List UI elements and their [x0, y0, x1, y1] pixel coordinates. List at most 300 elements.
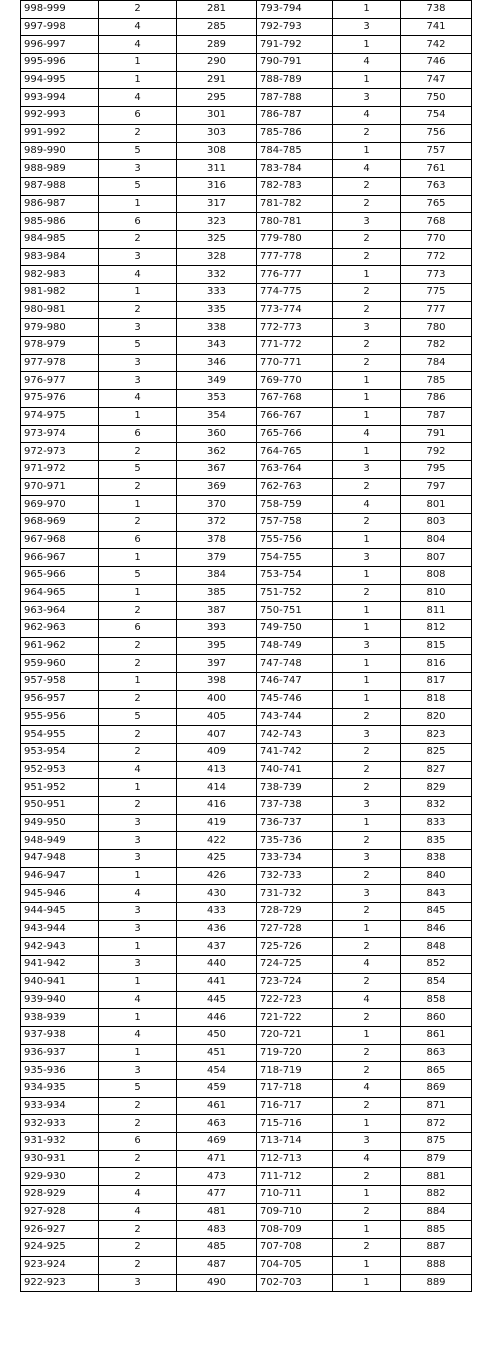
- count-cell: 2: [333, 354, 401, 372]
- count-cell: 1: [333, 690, 401, 708]
- count-cell: 3: [333, 796, 401, 814]
- cumulative-cell: 353: [177, 390, 257, 408]
- table-row: [257, 991, 472, 1009]
- table-row: [21, 708, 257, 726]
- table-row: [257, 1239, 472, 1257]
- cumulative-cell: 469: [177, 1133, 257, 1151]
- count-cell: 2: [333, 1009, 401, 1027]
- score-range-cell: 922-923: [21, 1274, 99, 1292]
- score-range-cell: 972-973: [21, 443, 99, 461]
- count-cell: 1: [99, 673, 177, 691]
- score-range-cell: 736-737: [257, 814, 333, 832]
- count-cell: 4: [333, 107, 401, 125]
- cumulative-cell: 772: [401, 248, 472, 266]
- table-row: [21, 1186, 257, 1204]
- score-range-cell: 951-952: [21, 779, 99, 797]
- score-range-cell: 704-705: [257, 1256, 333, 1274]
- score-range-cell: 711-712: [257, 1168, 333, 1186]
- table-row: [257, 1203, 472, 1221]
- table-row: [21, 1221, 257, 1239]
- cumulative-cell: 378: [177, 531, 257, 549]
- count-cell: 2: [99, 1221, 177, 1239]
- table-row: [257, 513, 472, 531]
- score-range-cell: 765-766: [257, 425, 333, 443]
- cumulative-cell: 845: [401, 903, 472, 921]
- score-range-cell: 985-986: [21, 213, 99, 231]
- count-cell: 2: [99, 124, 177, 142]
- cumulative-cell: 804: [401, 531, 472, 549]
- cumulative-cell: 872: [401, 1115, 472, 1133]
- table-row: [21, 107, 257, 125]
- score-range-cell: 974-975: [21, 407, 99, 425]
- table-row: [21, 284, 257, 302]
- score-range-cell: 929-930: [21, 1168, 99, 1186]
- score-range-cell: 747-748: [257, 655, 333, 673]
- cumulative-cell: 801: [401, 496, 472, 514]
- table-row: [21, 850, 257, 868]
- score-range-cell: 940-941: [21, 973, 99, 991]
- count-cell: 2: [333, 124, 401, 142]
- score-range-cell: 995-996: [21, 54, 99, 72]
- count-cell: 3: [99, 248, 177, 266]
- cumulative-cell: 742: [401, 36, 472, 54]
- cumulative-cell: 301: [177, 107, 257, 125]
- count-cell: 5: [99, 1079, 177, 1097]
- cumulative-cell: 775: [401, 284, 472, 302]
- cumulative-cell: 454: [177, 1062, 257, 1080]
- count-cell: 4: [99, 885, 177, 903]
- count-cell: 2: [333, 337, 401, 355]
- table-row: [257, 973, 472, 991]
- score-range-cell: 979-980: [21, 319, 99, 337]
- count-cell: 5: [99, 567, 177, 585]
- count-cell: 2: [333, 584, 401, 602]
- cumulative-cell: 820: [401, 708, 472, 726]
- cumulative-cell: 346: [177, 354, 257, 372]
- cumulative-cell: 770: [401, 230, 472, 248]
- table-row: [257, 1133, 472, 1151]
- score-range-cell: 949-950: [21, 814, 99, 832]
- cumulative-cell: 451: [177, 1044, 257, 1062]
- table-row: [21, 1026, 257, 1044]
- count-cell: 1: [333, 1274, 401, 1292]
- cumulative-cell: 757: [401, 142, 472, 160]
- cumulative-cell: 409: [177, 743, 257, 761]
- score-range-cell: 980-981: [21, 301, 99, 319]
- score-range-cell: 702-703: [257, 1274, 333, 1292]
- score-range-cell: 740-741: [257, 761, 333, 779]
- score-range-cell: 944-945: [21, 903, 99, 921]
- cumulative-cell: 289: [177, 36, 257, 54]
- table-row: [257, 1221, 472, 1239]
- score-range-cell: 993-994: [21, 89, 99, 107]
- score-range-cell: 954-955: [21, 726, 99, 744]
- table-row: [21, 973, 257, 991]
- count-cell: 2: [99, 301, 177, 319]
- cumulative-cell: 852: [401, 956, 472, 974]
- table-row: [21, 743, 257, 761]
- score-range-cell: 754-755: [257, 549, 333, 567]
- count-cell: 2: [99, 230, 177, 248]
- cumulative-cell: 370: [177, 496, 257, 514]
- table-row: [257, 1044, 472, 1062]
- score-range-cell: 787-788: [257, 89, 333, 107]
- table-row: [257, 761, 472, 779]
- count-cell: 2: [333, 761, 401, 779]
- table-row: [257, 814, 472, 832]
- score-range-cell: 762-763: [257, 478, 333, 496]
- count-cell: 2: [99, 743, 177, 761]
- table-row: [21, 372, 257, 390]
- count-cell: 5: [99, 337, 177, 355]
- score-range-cell: 723-724: [257, 973, 333, 991]
- table-row: [21, 71, 257, 89]
- cumulative-cell: 422: [177, 832, 257, 850]
- table-row: [21, 407, 257, 425]
- cumulative-cell: 817: [401, 673, 472, 691]
- score-range-cell: 713-714: [257, 1133, 333, 1151]
- table-row: [21, 390, 257, 408]
- table-row: [21, 531, 257, 549]
- score-range-cell: 779-780: [257, 230, 333, 248]
- table-row: [21, 319, 257, 337]
- cumulative-cell: 487: [177, 1256, 257, 1274]
- table-row: [21, 1203, 257, 1221]
- count-cell: 1: [99, 867, 177, 885]
- cumulative-cell: 311: [177, 160, 257, 178]
- score-range-cell: 937-938: [21, 1026, 99, 1044]
- score-range-cell: 767-768: [257, 390, 333, 408]
- cumulative-cell: 888: [401, 1256, 472, 1274]
- table-row: [21, 814, 257, 832]
- score-range-cell: 933-934: [21, 1097, 99, 1115]
- cumulative-cell: 405: [177, 708, 257, 726]
- cumulative-cell: 823: [401, 726, 472, 744]
- count-cell: 4: [99, 266, 177, 284]
- cumulative-cell: 398: [177, 673, 257, 691]
- count-cell: 1: [333, 390, 401, 408]
- cumulative-cell: 471: [177, 1150, 257, 1168]
- count-cell: 1: [333, 443, 401, 461]
- count-cell: 4: [99, 991, 177, 1009]
- count-cell: 5: [99, 177, 177, 195]
- count-cell: 1: [333, 602, 401, 620]
- score-range-cell: 959-960: [21, 655, 99, 673]
- score-range-cell: 786-787: [257, 107, 333, 125]
- count-cell: 1: [99, 496, 177, 514]
- table-row: [21, 195, 257, 213]
- count-cell: 3: [333, 726, 401, 744]
- cumulative-cell: 782: [401, 337, 472, 355]
- cumulative-cell: 787: [401, 407, 472, 425]
- score-range-cell: 945-946: [21, 885, 99, 903]
- table-row: [21, 160, 257, 178]
- score-range-cell: 931-932: [21, 1133, 99, 1151]
- count-cell: 2: [99, 690, 177, 708]
- cumulative-cell: 362: [177, 443, 257, 461]
- cumulative-cell: 881: [401, 1168, 472, 1186]
- table-row: [21, 867, 257, 885]
- table-row: [21, 1133, 257, 1151]
- table-row: [21, 425, 257, 443]
- count-cell: 2: [333, 513, 401, 531]
- cumulative-cell: 765: [401, 195, 472, 213]
- score-range-cell: 963-964: [21, 602, 99, 620]
- score-range-cell: 710-711: [257, 1186, 333, 1204]
- cumulative-cell: 335: [177, 301, 257, 319]
- table-row: [21, 213, 257, 231]
- score-range-cell: 722-723: [257, 991, 333, 1009]
- score-range-cell: 946-947: [21, 867, 99, 885]
- cumulative-cell: 889: [401, 1274, 472, 1292]
- table-row: [21, 1079, 257, 1097]
- count-cell: 1: [333, 655, 401, 673]
- table-row: [257, 142, 472, 160]
- score-range-cell: 781-782: [257, 195, 333, 213]
- count-cell: 4: [333, 1079, 401, 1097]
- table-row: [21, 354, 257, 372]
- score-range-cell: 957-958: [21, 673, 99, 691]
- cumulative-cell: 395: [177, 637, 257, 655]
- cumulative-cell: 485: [177, 1239, 257, 1257]
- count-cell: 3: [333, 850, 401, 868]
- table-row: [257, 160, 472, 178]
- score-table-left: [20, 0, 257, 1292]
- count-cell: 2: [333, 195, 401, 213]
- count-cell: 6: [99, 107, 177, 125]
- table-row: [21, 460, 257, 478]
- count-cell: 1: [99, 973, 177, 991]
- cumulative-cell: 756: [401, 124, 472, 142]
- score-range-cell: 989-990: [21, 142, 99, 160]
- table-row: [21, 655, 257, 673]
- count-cell: 2: [333, 867, 401, 885]
- table-row: [21, 690, 257, 708]
- score-range-cell: 758-759: [257, 496, 333, 514]
- table-row: [21, 796, 257, 814]
- score-range-cell: 997-998: [21, 18, 99, 36]
- score-range-cell: 732-733: [257, 867, 333, 885]
- cumulative-cell: 807: [401, 549, 472, 567]
- cumulative-cell: 827: [401, 761, 472, 779]
- cumulative-cell: 810: [401, 584, 472, 602]
- table-row: [257, 885, 472, 903]
- cumulative-cell: 477: [177, 1186, 257, 1204]
- cumulative-cell: 285: [177, 18, 257, 36]
- score-range-cell: 926-927: [21, 1221, 99, 1239]
- table-row: [257, 567, 472, 585]
- count-cell: 4: [99, 1186, 177, 1204]
- cumulative-cell: 281: [177, 1, 257, 19]
- table-row: [257, 938, 472, 956]
- count-cell: 1: [99, 71, 177, 89]
- cumulative-cell: 846: [401, 920, 472, 938]
- count-cell: 2: [99, 1097, 177, 1115]
- count-cell: 1: [333, 567, 401, 585]
- table-row: [21, 832, 257, 850]
- cumulative-cell: 459: [177, 1079, 257, 1097]
- score-range-cell: 750-751: [257, 602, 333, 620]
- count-cell: 4: [333, 496, 401, 514]
- cumulative-cell: 416: [177, 796, 257, 814]
- score-range-cell: 936-937: [21, 1044, 99, 1062]
- score-range-cell: 743-744: [257, 708, 333, 726]
- score-range-cell: 792-793: [257, 18, 333, 36]
- count-cell: 2: [333, 743, 401, 761]
- score-range-cell: 981-982: [21, 284, 99, 302]
- table-row: [21, 1115, 257, 1133]
- table-row: [21, 620, 257, 638]
- count-cell: 6: [99, 1133, 177, 1151]
- score-range-cell: 776-777: [257, 266, 333, 284]
- score-range-cell: 709-710: [257, 1203, 333, 1221]
- cumulative-cell: 860: [401, 1009, 472, 1027]
- table-row: [257, 1274, 472, 1292]
- table-row: [257, 1026, 472, 1044]
- score-range-cell: 975-976: [21, 390, 99, 408]
- score-range-cell: 988-989: [21, 160, 99, 178]
- score-range-cell: 935-936: [21, 1062, 99, 1080]
- table-row: [21, 478, 257, 496]
- table-row: [257, 850, 472, 868]
- score-range-cell: 987-988: [21, 177, 99, 195]
- cumulative-cell: 343: [177, 337, 257, 355]
- score-range-cell: 941-942: [21, 956, 99, 974]
- count-cell: 2: [333, 177, 401, 195]
- table-row: [21, 124, 257, 142]
- score-range-cell: 728-729: [257, 903, 333, 921]
- cumulative-cell: 773: [401, 266, 472, 284]
- count-cell: 1: [99, 1009, 177, 1027]
- count-cell: 4: [99, 89, 177, 107]
- count-cell: 2: [99, 1239, 177, 1257]
- cumulative-cell: 430: [177, 885, 257, 903]
- score-range-cell: 718-719: [257, 1062, 333, 1080]
- table-row: [257, 743, 472, 761]
- count-cell: 3: [333, 460, 401, 478]
- count-cell: 3: [333, 89, 401, 107]
- score-range-cell: 998-999: [21, 1, 99, 19]
- table-row: [21, 549, 257, 567]
- table-row: [257, 18, 472, 36]
- count-cell: 2: [99, 655, 177, 673]
- cumulative-cell: 747: [401, 71, 472, 89]
- table-row: [21, 584, 257, 602]
- count-cell: 2: [333, 1203, 401, 1221]
- count-cell: 1: [333, 71, 401, 89]
- cumulative-cell: 308: [177, 142, 257, 160]
- cumulative-cell: 812: [401, 620, 472, 638]
- score-range-cell: 741-742: [257, 743, 333, 761]
- score-range-cell: 774-775: [257, 284, 333, 302]
- score-range-cell: 965-966: [21, 567, 99, 585]
- score-table-right: [256, 0, 472, 1292]
- cumulative-cell: 829: [401, 779, 472, 797]
- table-row: [257, 124, 472, 142]
- cumulative-cell: 338: [177, 319, 257, 337]
- score-range-cell: 986-987: [21, 195, 99, 213]
- table-row: [257, 337, 472, 355]
- score-range-cell: 737-738: [257, 796, 333, 814]
- cumulative-cell: 863: [401, 1044, 472, 1062]
- count-cell: 4: [333, 1150, 401, 1168]
- table-row: [21, 1168, 257, 1186]
- count-cell: 3: [99, 319, 177, 337]
- count-cell: 1: [333, 1, 401, 19]
- score-range-cell: 715-716: [257, 1115, 333, 1133]
- score-range-cell: 939-940: [21, 991, 99, 1009]
- cumulative-cell: 875: [401, 1133, 472, 1151]
- cumulative-cell: 325: [177, 230, 257, 248]
- count-cell: 4: [99, 390, 177, 408]
- score-range-cell: 930-931: [21, 1150, 99, 1168]
- count-cell: 1: [333, 920, 401, 938]
- count-cell: 3: [99, 832, 177, 850]
- cumulative-cell: 349: [177, 372, 257, 390]
- table-row: [21, 726, 257, 744]
- table-row: [21, 1097, 257, 1115]
- count-cell: 2: [333, 973, 401, 991]
- table-row: [21, 443, 257, 461]
- table-row: [257, 796, 472, 814]
- cumulative-cell: 785: [401, 372, 472, 390]
- count-cell: 6: [99, 620, 177, 638]
- count-cell: 4: [333, 54, 401, 72]
- table-row: [257, 266, 472, 284]
- count-cell: 4: [333, 956, 401, 974]
- score-range-cell: 934-935: [21, 1079, 99, 1097]
- count-cell: 3: [99, 1274, 177, 1292]
- count-cell: 1: [99, 779, 177, 797]
- table-row: [21, 89, 257, 107]
- score-range-cell: 738-739: [257, 779, 333, 797]
- table-row: [257, 195, 472, 213]
- cumulative-cell: 792: [401, 443, 472, 461]
- table-row: [257, 177, 472, 195]
- score-range-cell: 970-971: [21, 478, 99, 496]
- cumulative-cell: 303: [177, 124, 257, 142]
- score-range-cell: 764-765: [257, 443, 333, 461]
- count-cell: 1: [333, 1026, 401, 1044]
- table-row: [21, 602, 257, 620]
- count-cell: 4: [333, 991, 401, 1009]
- count-cell: 5: [99, 460, 177, 478]
- table-row: [257, 390, 472, 408]
- score-range-cell: 966-967: [21, 549, 99, 567]
- table-row: [21, 496, 257, 514]
- score-range-cell: 927-928: [21, 1203, 99, 1221]
- table-row: [257, 832, 472, 850]
- table-row: [257, 1097, 472, 1115]
- cumulative-cell: 887: [401, 1239, 472, 1257]
- table-row: [257, 584, 472, 602]
- score-range-cell: 982-983: [21, 266, 99, 284]
- cumulative-cell: 869: [401, 1079, 472, 1097]
- score-range-cell: 996-997: [21, 36, 99, 54]
- score-range-cell: 755-756: [257, 531, 333, 549]
- count-cell: 1: [333, 814, 401, 832]
- score-range-cell: 773-774: [257, 301, 333, 319]
- cumulative-cell: 425: [177, 850, 257, 868]
- count-cell: 2: [333, 903, 401, 921]
- score-range-cell: 742-743: [257, 726, 333, 744]
- table-row: [21, 266, 257, 284]
- cumulative-cell: 387: [177, 602, 257, 620]
- table-row: [257, 655, 472, 673]
- score-range-cell: 984-985: [21, 230, 99, 248]
- cumulative-cell: 473: [177, 1168, 257, 1186]
- table-row: [257, 460, 472, 478]
